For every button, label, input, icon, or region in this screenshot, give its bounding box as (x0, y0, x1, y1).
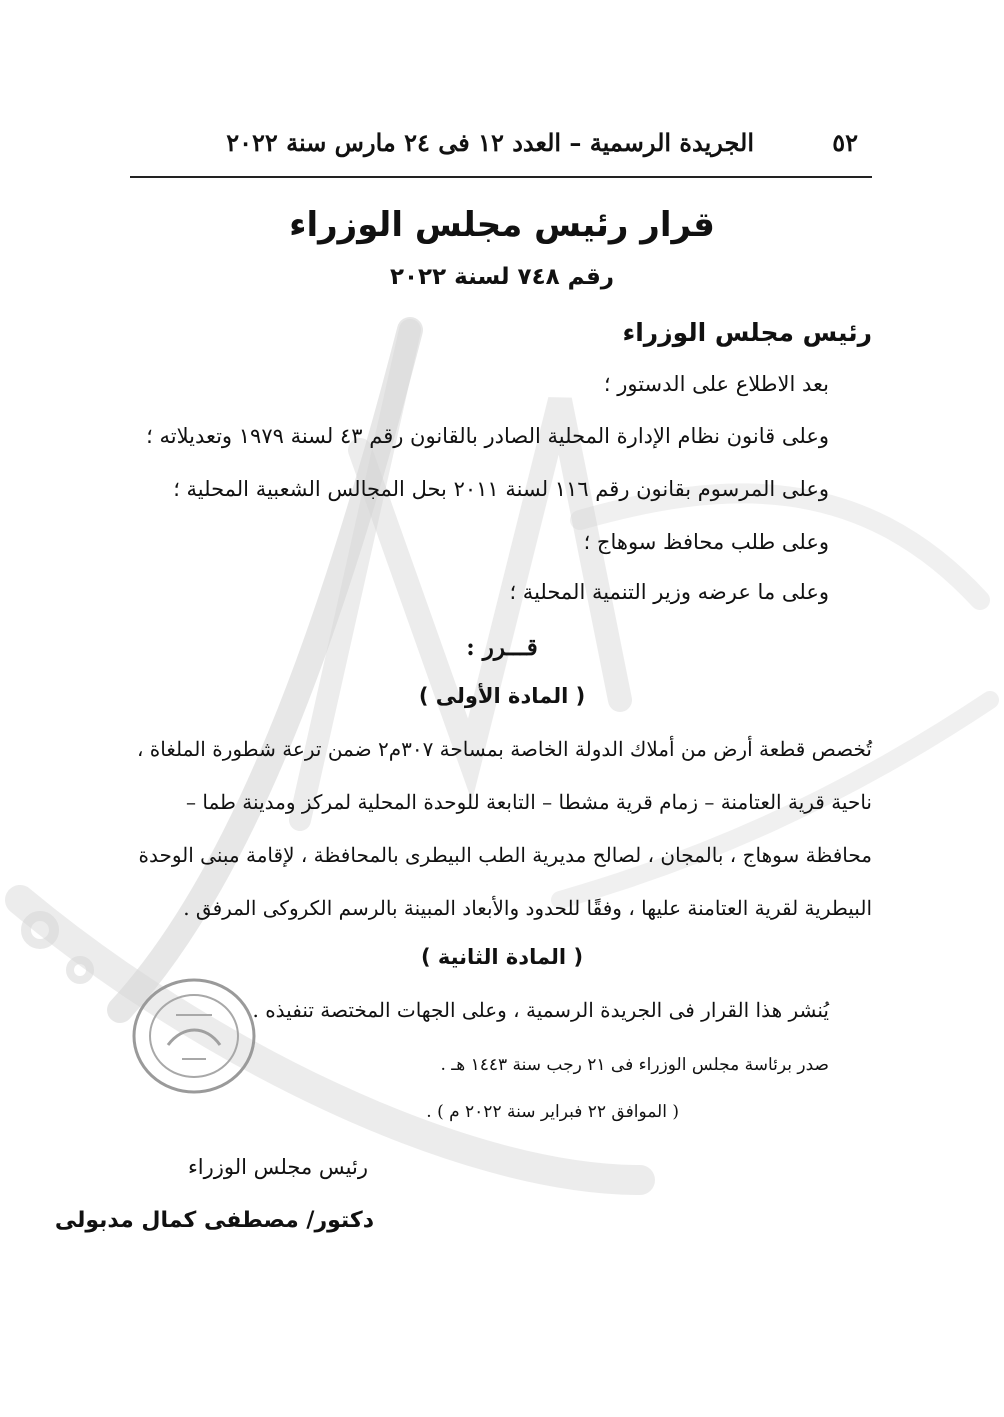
signature-title: رئيس مجلس الوزراء (187, 1155, 368, 1179)
signature-name: دكتور/ مصطفى كمال مدبولى (54, 1208, 374, 1233)
article-2-heading: ( المادة الثانية ) (420, 945, 584, 969)
header-divider (130, 176, 872, 178)
decree-number: رقم ٧٤٨ لسنة ٢٠٢٢ (389, 264, 615, 290)
article-1-line: البيطرية لقرية العتامنة عليها ، وفقًا للحدود والأبعاد المبينة بالرسم الكروكى المرفق . (183, 896, 872, 920)
article-1-line: محافظة سوهاج ، بالمجان ، لصالح مديرية الطب البيطرى بالمحافظة ، لإقامة مبنى الوحدة (138, 843, 872, 867)
issuer-heading: رئيس مجلس الوزراء (622, 318, 872, 347)
preamble-line: وعلى المرسوم بقانون رقم ١١٦ لسنة ٢٠١١ بحل المجالس الشعبية المحلية ؛ (173, 477, 829, 501)
preamble-line: بعد الاطلاع على الدستور ؛ (603, 372, 829, 396)
article-1-line: تُخصص قطعة أرض من أملاك الدولة الخاصة بمساحة ٣٠٧م٢ ضمن ترعة شطورة الملغاة ، (136, 737, 872, 761)
issued-date: صدر برئاسة مجلس الوزراء فى ٢١ رجب سنة ١٤٤٣ هـ . (440, 1055, 829, 1075)
page-number: ٥٢ (832, 128, 858, 157)
preamble-line: وعلى ما عرضه وزير التنمية المحلية ؛ (509, 580, 829, 604)
gazette-issue-line: الجريدة الرسمية – العدد ١٢ فى ٢٤ مارس سنة ٢٠٢٢ (226, 128, 754, 157)
official-seal-stamp (128, 975, 260, 1097)
preamble-line: وعلى طلب محافظ سوهاج ؛ (583, 530, 829, 554)
corresponding-date: ( الموافق ٢٢ فبراير سنة ٢٠٢٢ م ) . (426, 1102, 679, 1122)
article-2-line: يُنشر هذا القرار فى الجريدة الرسمية ، وعلى الجهات المختصة تنفيذه . (252, 998, 829, 1022)
decided-heading: قـــرر : (466, 634, 538, 661)
decree-title: قرار رئيس مجلس الوزراء (289, 205, 715, 245)
article-1-line: ناحية قرية العتامنة – زمام قرية مشطا – التابعة للوحدة المحلية لمركز ومدينة طما – (186, 790, 872, 814)
article-1-heading: ( المادة الأولى ) (418, 684, 586, 708)
preamble-line: وعلى قانون نظام الإدارة المحلية الصادر بالقانون رقم ٤٣ لسنة ١٩٧٩ وتعديلاته ؛ (146, 424, 829, 448)
